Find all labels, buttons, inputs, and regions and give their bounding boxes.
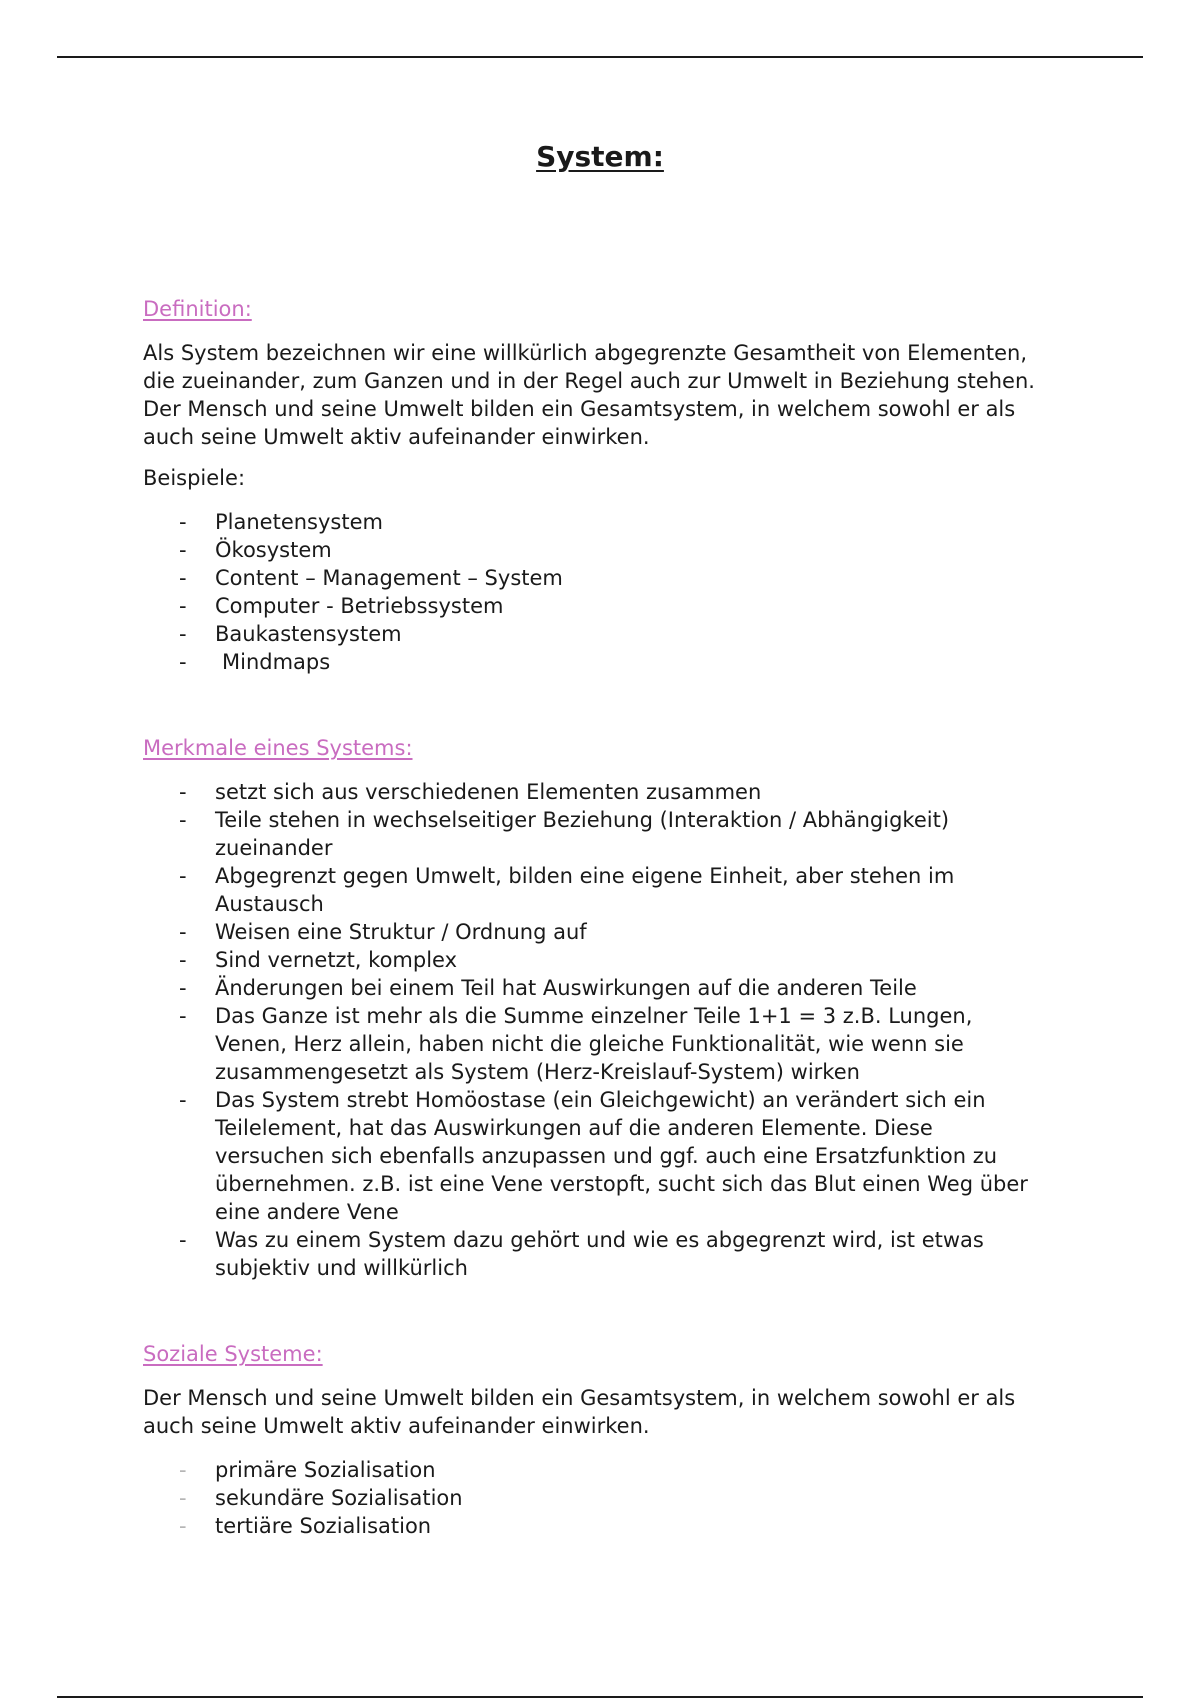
soziale-paragraph: Der Mensch und seine Umwelt bilden ein Gesamtsystem, in welchem sowohl er als auch seine Umwelt aktiv aufeinander einwirken. — [143, 1386, 1016, 1438]
examples-label: Beispiele: — [143, 466, 246, 490]
list-item: - Änderungen bei einem Teil hat Auswirkungen auf die anderen Teile — [179, 976, 917, 1000]
list-item: - setzt sich aus verschiedenen Elementen zusammen — [179, 780, 762, 804]
bullet-dash: - — [179, 594, 187, 618]
bullet-dash: - — [179, 920, 187, 944]
list-item: - Das System strebt Homöostase (ein Gleichgewicht) an verändert sich ein Teilelement, hat das Auswirkungen auf die anderen Elemente. Diese versuchen sich ebenfalls anzupassen und ggf. auch eine Ersatzfunktion zu übernehmen. z.B. ist eine Vene verstopft, sucht sich das Blut einen Weg über eine andere Vene — [179, 1088, 1028, 1224]
section-definition — [143, 295, 1043, 676]
examples-list — [143, 508, 1043, 676]
list-item: - Baukastensystem — [179, 622, 402, 646]
bottom-rule — [57, 1696, 1143, 1698]
list-item: - Planetensystem — [179, 510, 383, 534]
section-soziale — [143, 1340, 1043, 1540]
bullet-dash: - — [179, 510, 187, 534]
merkmale-list — [143, 778, 1043, 1282]
bullet-dash: - — [179, 864, 187, 888]
bullet-dash: - — [179, 808, 187, 832]
bullet-dash: - — [179, 1458, 187, 1482]
list-item: - tertiäre Sozialisation — [179, 1514, 432, 1538]
list-item: - Abgegrenzt gegen Umwelt, bilden eine eigene Einheit, aber stehen im Austausch — [179, 864, 955, 916]
list-item: - sekundäre Sozialisation — [179, 1486, 463, 1510]
list-item: - Weisen eine Struktur / Ordnung auf — [179, 920, 587, 944]
list-item: - Mindmaps — [179, 650, 331, 674]
bullet-dash: - — [179, 650, 187, 674]
merkmale-heading: Merkmale eines Systems: — [143, 736, 413, 760]
bullet-dash: - — [179, 1004, 187, 1028]
bullet-dash: - — [179, 538, 187, 562]
bullet-dash: - — [179, 566, 187, 590]
bullet-dash: - — [179, 1088, 187, 1112]
document-body — [143, 295, 1043, 1540]
page-title: System: — [536, 140, 664, 173]
top-rule — [57, 56, 1143, 58]
definition-paragraph: Als System bezeichnen wir eine willkürlich abgegrenzte Gesamtheit von Elementen, die zueinander, zum Ganzen und in der Regel auch zur Umwelt in Beziehung stehen. Der Mensch und seine Umwelt bilden ein Gesamtsystem, in welchem sowohl er als auch seine Umwelt aktiv aufeinander einwirken. — [143, 341, 1035, 449]
list-item: - primäre Sozialisation — [179, 1458, 436, 1482]
list-item: - Teile stehen in wechselseitiger Beziehung (Interaktion / Abhängigkeit) zueinander — [179, 808, 950, 860]
bullet-dash: - — [179, 1228, 187, 1252]
bullet-dash: - — [179, 1486, 187, 1510]
definition-heading: Definition: — [143, 297, 252, 321]
list-item: - Sind vernetzt, komplex — [179, 948, 458, 972]
soziale-heading: Soziale Systeme: — [143, 1342, 323, 1366]
bullet-dash: - — [179, 976, 187, 1000]
list-item: - Computer - Betriebssystem — [179, 594, 504, 618]
bullet-dash: - — [179, 1514, 187, 1538]
list-item: - Was zu einem System dazu gehört und wie es abgegrenzt wird, ist etwas subjektiv und willkürlich — [179, 1228, 984, 1280]
list-item: - Ökosystem — [179, 538, 332, 562]
bullet-dash: - — [179, 780, 187, 804]
bullet-dash: - — [179, 622, 187, 646]
section-merkmale — [143, 734, 1043, 1282]
bullet-dash: - — [179, 948, 187, 972]
list-item: - Das Ganze ist mehr als die Summe einzelner Teile 1+1 = 3 z.B. Lungen, Venen, Herz allein, haben nicht die gleiche Funktionalität, wie wenn sie zusammengesetzt als System (Herz-Kreislauf-System) wirken — [179, 1004, 973, 1084]
list-item: - Content – Management – System — [179, 566, 563, 590]
soziale-list — [143, 1456, 1043, 1540]
